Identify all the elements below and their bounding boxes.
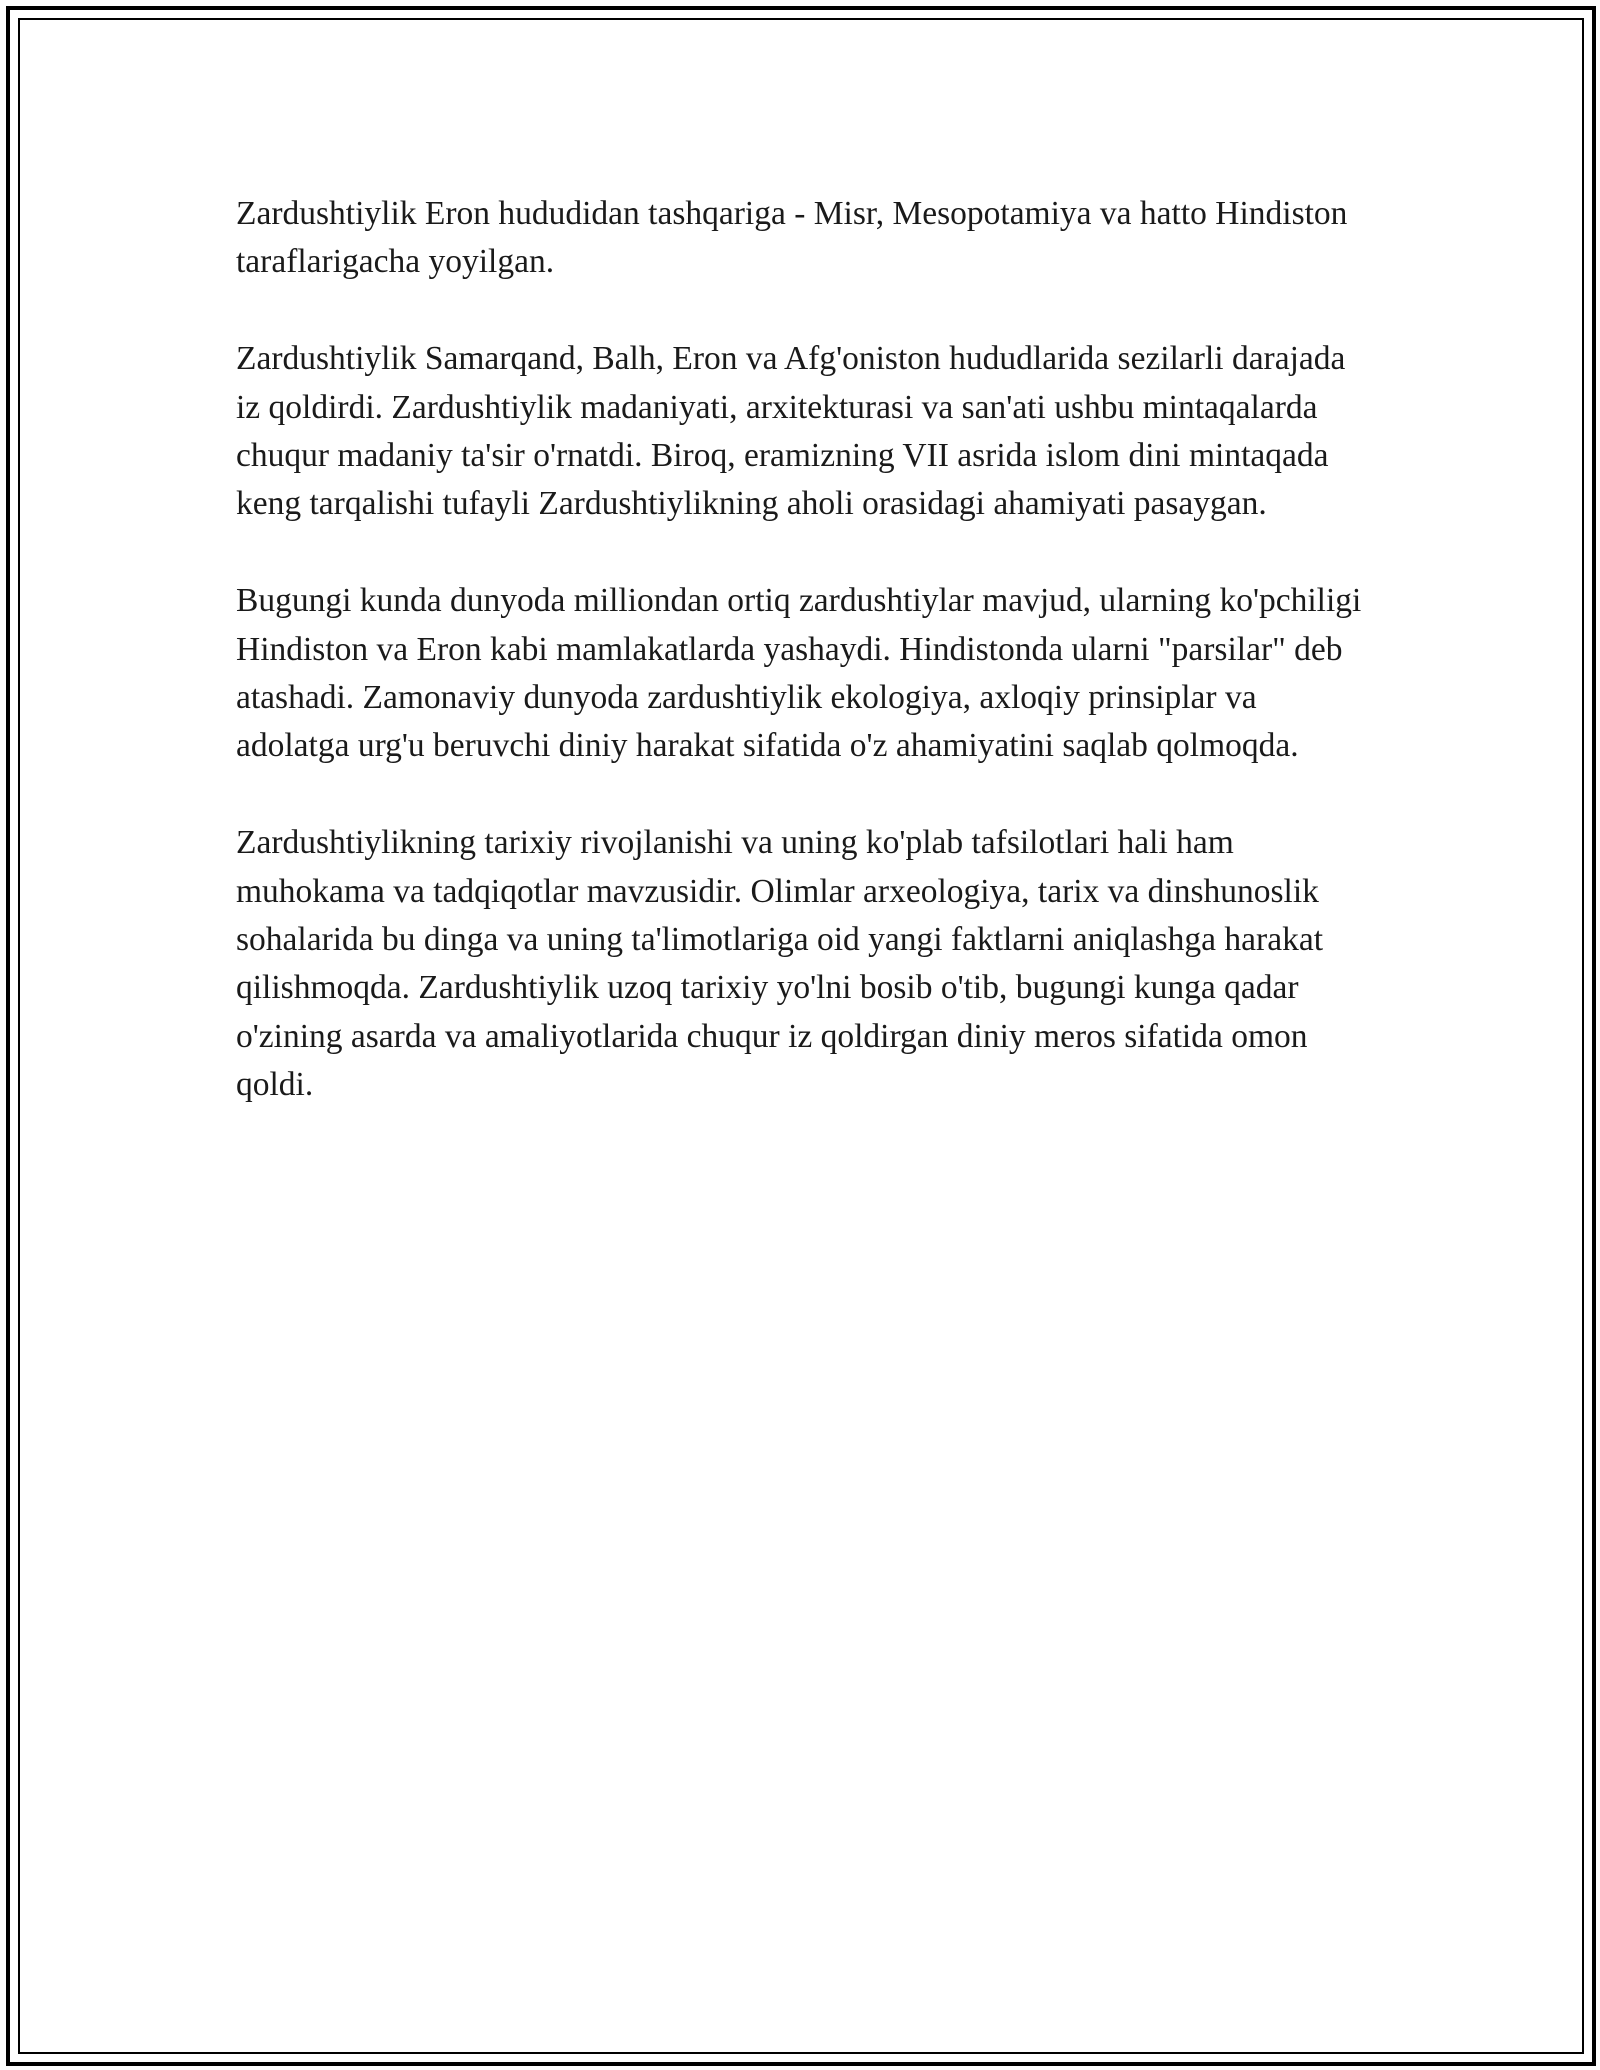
- paragraph: Bugungi kunda dunyoda milliondan ortiq zardushtiylar mavjud, ularning ko'pchiligi Hindiston va Eron kabi mamlakatlarda yashaydi. Hindistonda ularni "parsilar" deb atashadi. Zamonaviy dunyoda zardushtiylik ekologiya, axloqiy prinsiplar va adolatga urg'u beruvchi diniy harakat sifatida o'z ahamiyatini saqlab qolmoqda.: [236, 582, 1362, 765]
- paragraph: Zardushtiylik Samarqand, Balh, Eron va Afg'oniston hududlarida sezilarli darajada iz qoldirdi. Zardushtiylik madaniyati, arxitekturasi va san'ati ushbu mintaqalarda chuqur madaniy ta'sir o'rnatdi. Biroq, eramizning VII asrida islom dini mintaqada keng tarqalishi tufayli Zardushtiylikning aholi orasidagi ahamiyati pasaygan.: [236, 340, 1346, 523]
- paragraph: Zardushtiylik Eron hududidan tashqariga - Misr, Mesopotamiya va hatto Hindiston taraflarigacha yoyilgan.: [236, 195, 1348, 281]
- paragraph: Zardushtiylikning tarixiy rivojlanishi va uning ko'plab tafsilotlari hali ham muhokama va tadqiqotlar mavzusidir. Olimlar arxeologiya, tarix va dinshunoslik sohalarida bu dinga va uning ta'limotlariga oid yangi faktlarni aniqlashga harakat qilishmoqda. Zardushtiylik uzoq tarixiy yo'lni bosib o'tib, bugungi kunga qadar o'zining asarda va amaliyotlarida chuqur iz qoldirgan diniy meros sifatida omon qoldi.: [236, 824, 1323, 1104]
- document-body: [236, 190, 1366, 1158]
